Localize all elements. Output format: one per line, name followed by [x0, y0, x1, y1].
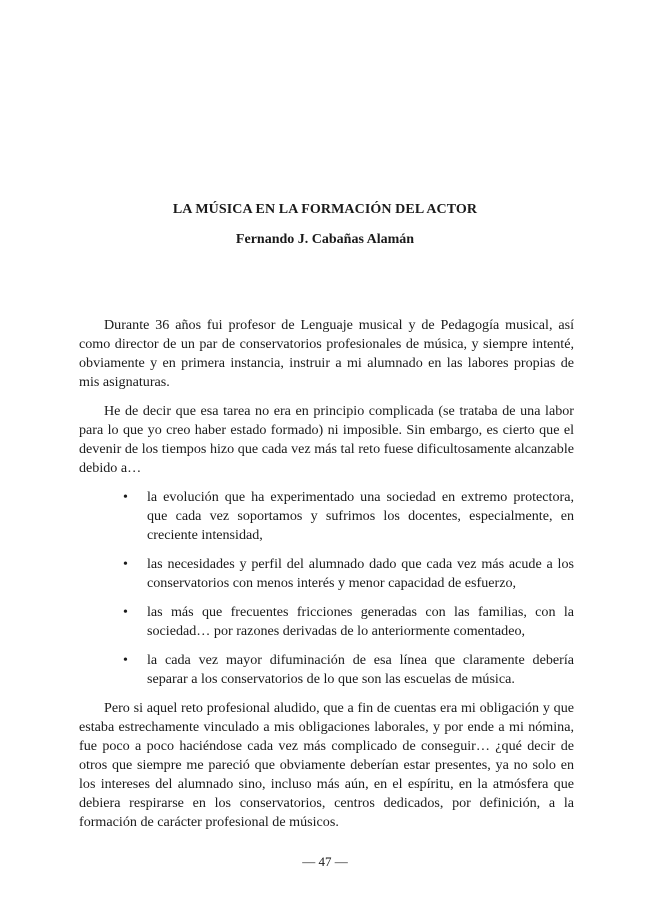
body-text [79, 316, 574, 842]
bullet-item [123, 488, 574, 545]
paragraph: Durante 36 años fui profesor de Lenguaje musical y de Pedagogía musical, así como director de un par de conservatorios profesionales de música, y siempre intenté, obviamente y en primera instancia, instruir a mi alumnado en las labores propias de mis asignaturas. [79, 317, 574, 390]
author-name: Fernando J. Cabañas Alamán [235, 232, 415, 247]
bullet-item [123, 651, 574, 689]
bullet-list [79, 488, 574, 689]
bullet-item [123, 555, 574, 593]
bullet-text: las más que frecuentes fricciones generadas con las familias, con la sociedad… por razones derivadas de lo anteriormente comentadeo, [147, 604, 574, 639]
bullet-text: las necesidades y perfil del alumnado dado que cada vez más acude a los conservatorios con menos interés y menor capacidad de esfuerzo, [147, 556, 574, 591]
bullet-text: la cada vez mayor difuminación de esa línea que claramente debería separar a los conservatorios de lo que son las escuelas de música. [147, 652, 574, 687]
bullet-icon: • [123, 653, 128, 668]
paragraph: Pero si aquel reto profesional aludido, que a fin de cuentas era mi obligación y que estaba estrechamente vinculado a mis obligaciones laborales, y por ende a mi nómina, fue poco a poco haciéndose cada vez más complicado de conseguir… ¿qué decir de otros que siempre me pareció que obviamente deberían estar presentes, ya no solo en los intereses del alumnado sino, incluso más aún, en el espíritu, en la atmósfera que debiera respirarse en los conservatorios, centros dedicados, por definición, a la formación de carácter profesional de músicos. [79, 700, 574, 830]
bullet-icon: • [123, 605, 128, 620]
bullet-text: la evolución que ha experimentado una sociedad en extremo protectora, que cada vez soportamos y sufrimos los docentes, especialmente, en creciente intensidad, [147, 489, 574, 543]
bullet-icon: • [123, 557, 128, 572]
paragraph: He de decir que esa tarea no era en principio complicada (se trataba de una labor para lo que yo creo haber estado formado) ni imposible. Sin embargo, es cierto que el devenir de los tiempos hizo que cada vez más tal reto fuese dificultosamente alcanzable debido a… [79, 403, 574, 476]
bullet-item [123, 603, 574, 641]
chapter-title: LA MÚSICA EN LA FORMACIÓN DEL ACTOR [172, 202, 478, 217]
page-number: — 47 — [302, 854, 348, 869]
bullet-icon: • [123, 490, 128, 505]
